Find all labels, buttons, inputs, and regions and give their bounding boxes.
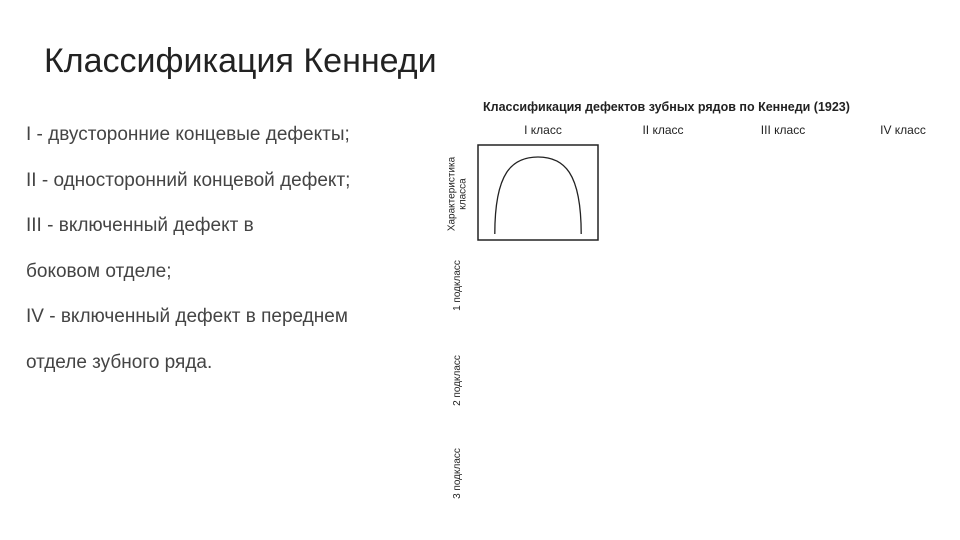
figure-title: Классификация дефектов зубных рядов по Кеннеди (1923) [483, 100, 850, 114]
definition-class-2: II - односторонний концевой дефект; [26, 169, 351, 191]
definition-list [26, 112, 446, 385]
row-header-subclass-1: 1 подкласс [452, 260, 463, 311]
column-header-class-1: I класс [524, 123, 562, 137]
slide-title: Классификация Кеннеди [44, 42, 437, 80]
column-header-class-3: III класс [760, 123, 806, 137]
grid-cell [478, 145, 598, 240]
definition-class-4-part1: IV - включенный дефект в переднем [26, 306, 348, 327]
row-header-class-characteristic: Характеристика класса [446, 156, 469, 232]
row-header-subclass-3: 3 подкласс [452, 448, 463, 499]
column-header-class-4: IV класс [880, 123, 926, 137]
dental-arch-grid [445, 95, 960, 525]
definition-class-4-part2: отделе зубного ряда. [26, 351, 213, 373]
definition-class-3-part1: III - включенный дефект в [26, 215, 254, 236]
definition-class-3-part2: боковом отделе; [26, 260, 172, 282]
dental-arch-line [495, 157, 581, 234]
column-header-class-2: II класс [642, 123, 684, 137]
definition-class-1: I - двусторонние концевые дефекты; [26, 124, 350, 145]
row-header-subclass-2: 2 подкласс [452, 355, 463, 406]
kennedy-classification-figure [445, 95, 960, 525]
